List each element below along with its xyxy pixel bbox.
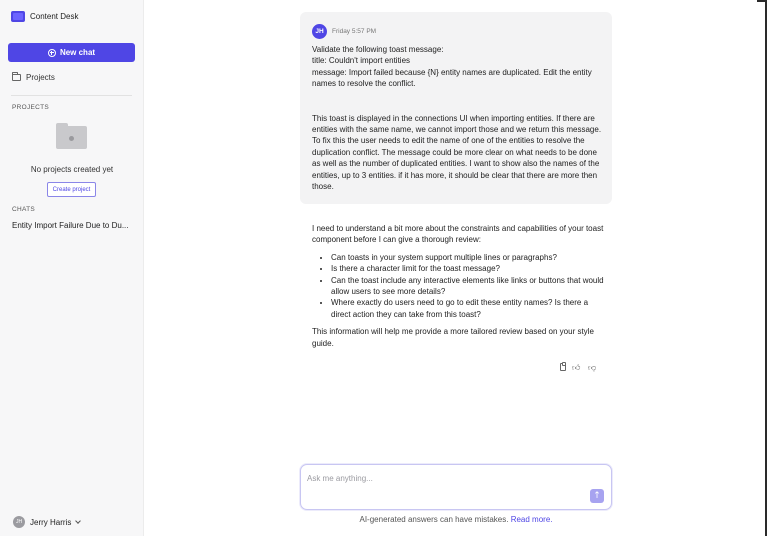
reply-outro: This information will help me provide a more tailored review based on your style guide. (312, 327, 594, 348)
message-line: Validate the following toast message: (312, 45, 444, 54)
message-input[interactable] (307, 471, 577, 485)
brand[interactable] (11, 11, 78, 22)
message-actions (559, 363, 597, 372)
message-context: This toast is displayed in the connections UI when importing entities. If there are entities with the same name, we cannot import those and we return this message. To fix this the user needs to edit the name of one of the entities to resolve the duplication conflict. The message could be more clear on what needs to be done as well as the number of duplicated entities. I want to show also the names of the entities, up to 3 entities. if it has more, it should be clear that there are more then those. (312, 113, 602, 192)
disclaimer (300, 515, 612, 524)
question-item: • Can the toast include any interactive elements like links or buttons that would allow users to see more details? (331, 275, 604, 298)
sidebar (0, 0, 144, 536)
read-more-link[interactable]: Read more. (510, 515, 553, 524)
composer (300, 464, 612, 510)
folder-icon (12, 74, 21, 81)
question-item: • Can toasts in your system support multiple lines or paragraphs? (331, 252, 604, 263)
empty-projects-text: No projects created yet (30, 165, 114, 174)
avatar: JH (13, 516, 25, 528)
projects-section-label: PROJECTS (12, 104, 50, 111)
send-button[interactable] (590, 489, 604, 503)
user-message (300, 12, 612, 204)
user-avatar: JH (312, 24, 327, 39)
window-edge-top (757, 0, 767, 2)
thumbs-down-icon[interactable]: 👎︎ (588, 363, 597, 372)
chat-list-item[interactable]: Entity Import Failure Due to Du... (12, 221, 129, 230)
reply-intro: I need to understand a bit more about the constraints and capabilities of your toast component before I can give a thorough review: (312, 224, 604, 245)
question-list (331, 252, 604, 320)
chevron-down-icon (76, 518, 82, 524)
copy-icon[interactable] (560, 363, 566, 371)
chats-section-label: CHATS (12, 206, 36, 213)
message-timestamp: Friday 5:57 PM (332, 28, 377, 35)
disclaimer-text: AI-generated answers can have mistakes. (359, 515, 509, 524)
message-line: title: Couldn't import entities (312, 56, 411, 66)
user-name: Jerry Harris (30, 517, 72, 527)
create-project-button[interactable]: Create project (47, 182, 96, 197)
app-logo-icon (11, 11, 25, 22)
projects-link[interactable] (12, 73, 55, 82)
thumbs-up-icon[interactable]: 👍︎ (572, 363, 581, 372)
new-chat-button[interactable] (8, 43, 135, 62)
question-item: • Where exactly do users need to go to edit these entity names? Is there a direct action they can take from this toast? (331, 297, 604, 320)
assistant-message (312, 223, 604, 349)
app-name: Content Desk (30, 12, 79, 21)
question-item: • Is there a character limit for the toast message? (331, 263, 604, 274)
projects-link-label: Projects (26, 73, 55, 82)
arrow-up-icon: ↑ (593, 490, 601, 501)
user-menu[interactable] (13, 516, 80, 528)
empty-folder-icon (56, 123, 87, 149)
sidebar-divider (11, 95, 132, 96)
new-chat-label: New chat (59, 48, 96, 57)
plus-circle-icon (48, 49, 56, 57)
message-line: message: Import failed because {N} entity names are duplicated. Edit the entity names to resolve the conflict. (312, 67, 592, 89)
